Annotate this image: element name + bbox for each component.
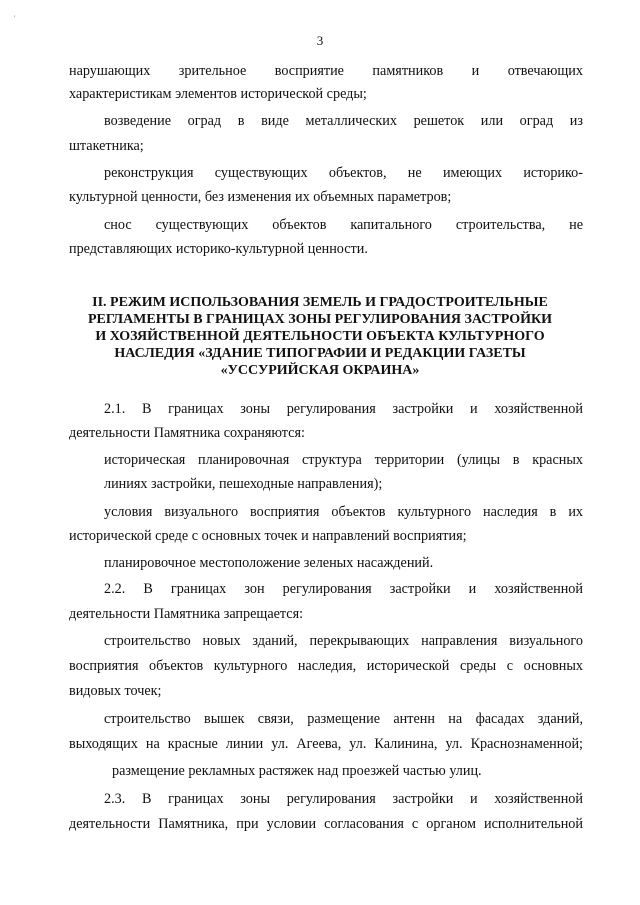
heading-line: «УССУРИЙСКАЯ ОКРАИНА» <box>220 363 420 378</box>
corner-mark: ' <box>14 14 16 23</box>
text-line: возведение оград в виде металлических решеток или оград из <box>104 113 583 129</box>
text-line: штакетника; <box>69 138 144 154</box>
heading-line: II. РЕЖИМ ИСПОЛЬЗОВАНИЯ ЗЕМЕЛЬ И ГРАДОСТРОИТЕЛЬНЫЕ <box>92 295 548 310</box>
text-line: культурной ценности, без изменения их объемных параметров; <box>69 189 452 205</box>
text-line: линиях застройки, пешеходные направления); <box>104 476 383 492</box>
heading-line: И ХОЗЯЙСТВЕННОЙ ДЕЯТЕЛЬНОСТИ ОБЪЕКТА КУЛЬТУРНОГО <box>95 329 545 344</box>
text-line: характеристикам элементов исторической среды; <box>69 86 367 102</box>
text-line: восприятия объектов культурного наследия, исторической среды с основных <box>69 658 583 674</box>
text-line: 2.2. В границах зон регулирования застройки и хозяйственной <box>104 581 583 597</box>
heading-line: НАСЛЕДИЯ «ЗДАНИЕ ТИПОГРАФИИ И РЕДАКЦИИ ГАЗЕТЫ <box>114 346 526 361</box>
text-line: историческая планировочная структура территории (улицы в красных <box>104 452 583 468</box>
text-line: деятельности Памятника запрещается: <box>69 606 304 622</box>
text-line: планировочное местоположение зеленых насаждений. <box>104 555 434 571</box>
text-line: строительство новых зданий, перекрывающих направления визуального <box>104 633 583 649</box>
text-line: 2.1. В границах зоны регулирования застройки и хозяйственной <box>104 401 583 417</box>
text-line: представляющих историко-культурной ценности. <box>69 241 368 257</box>
text-line: строительство вышек связи, размещение антенн на фасадах зданий, <box>104 711 583 727</box>
text-line: 2.3. В границах зоны регулирования застройки и хозяйственной <box>104 791 583 807</box>
text-line: условия визуального восприятия объектов культурного наследия в их <box>104 504 583 520</box>
text-line: реконструкция существующих объектов, не имеющих историко- <box>104 165 583 181</box>
text-line: нарушающих зрительное восприятие памятников и отвечающих <box>69 63 583 79</box>
heading-line: РЕГЛАМЕНТЫ В ГРАНИЦАХ ЗОНЫ РЕГУЛИРОВАНИЯ ЗАСТРОЙКИ <box>87 312 553 327</box>
page-number: 3 <box>316 33 324 48</box>
text-line: размещение рекламных растяжек над проезжей частью улиц. <box>112 763 482 779</box>
text-line: выходящих на красные линии ул. Агеева, ул. Калинина, ул. Краснознаменной; <box>69 736 583 752</box>
text-line: видовых точек; <box>69 683 162 699</box>
text-line: деятельности Памятника, при условии согласования с органом исполнительной <box>69 816 583 832</box>
text-line: снос существующих объектов капитального строительства, не <box>104 217 583 233</box>
text-line: исторической среде с основных точек и направлений восприятия; <box>69 528 467 544</box>
text-line: деятельности Памятника сохраняются: <box>69 425 305 441</box>
